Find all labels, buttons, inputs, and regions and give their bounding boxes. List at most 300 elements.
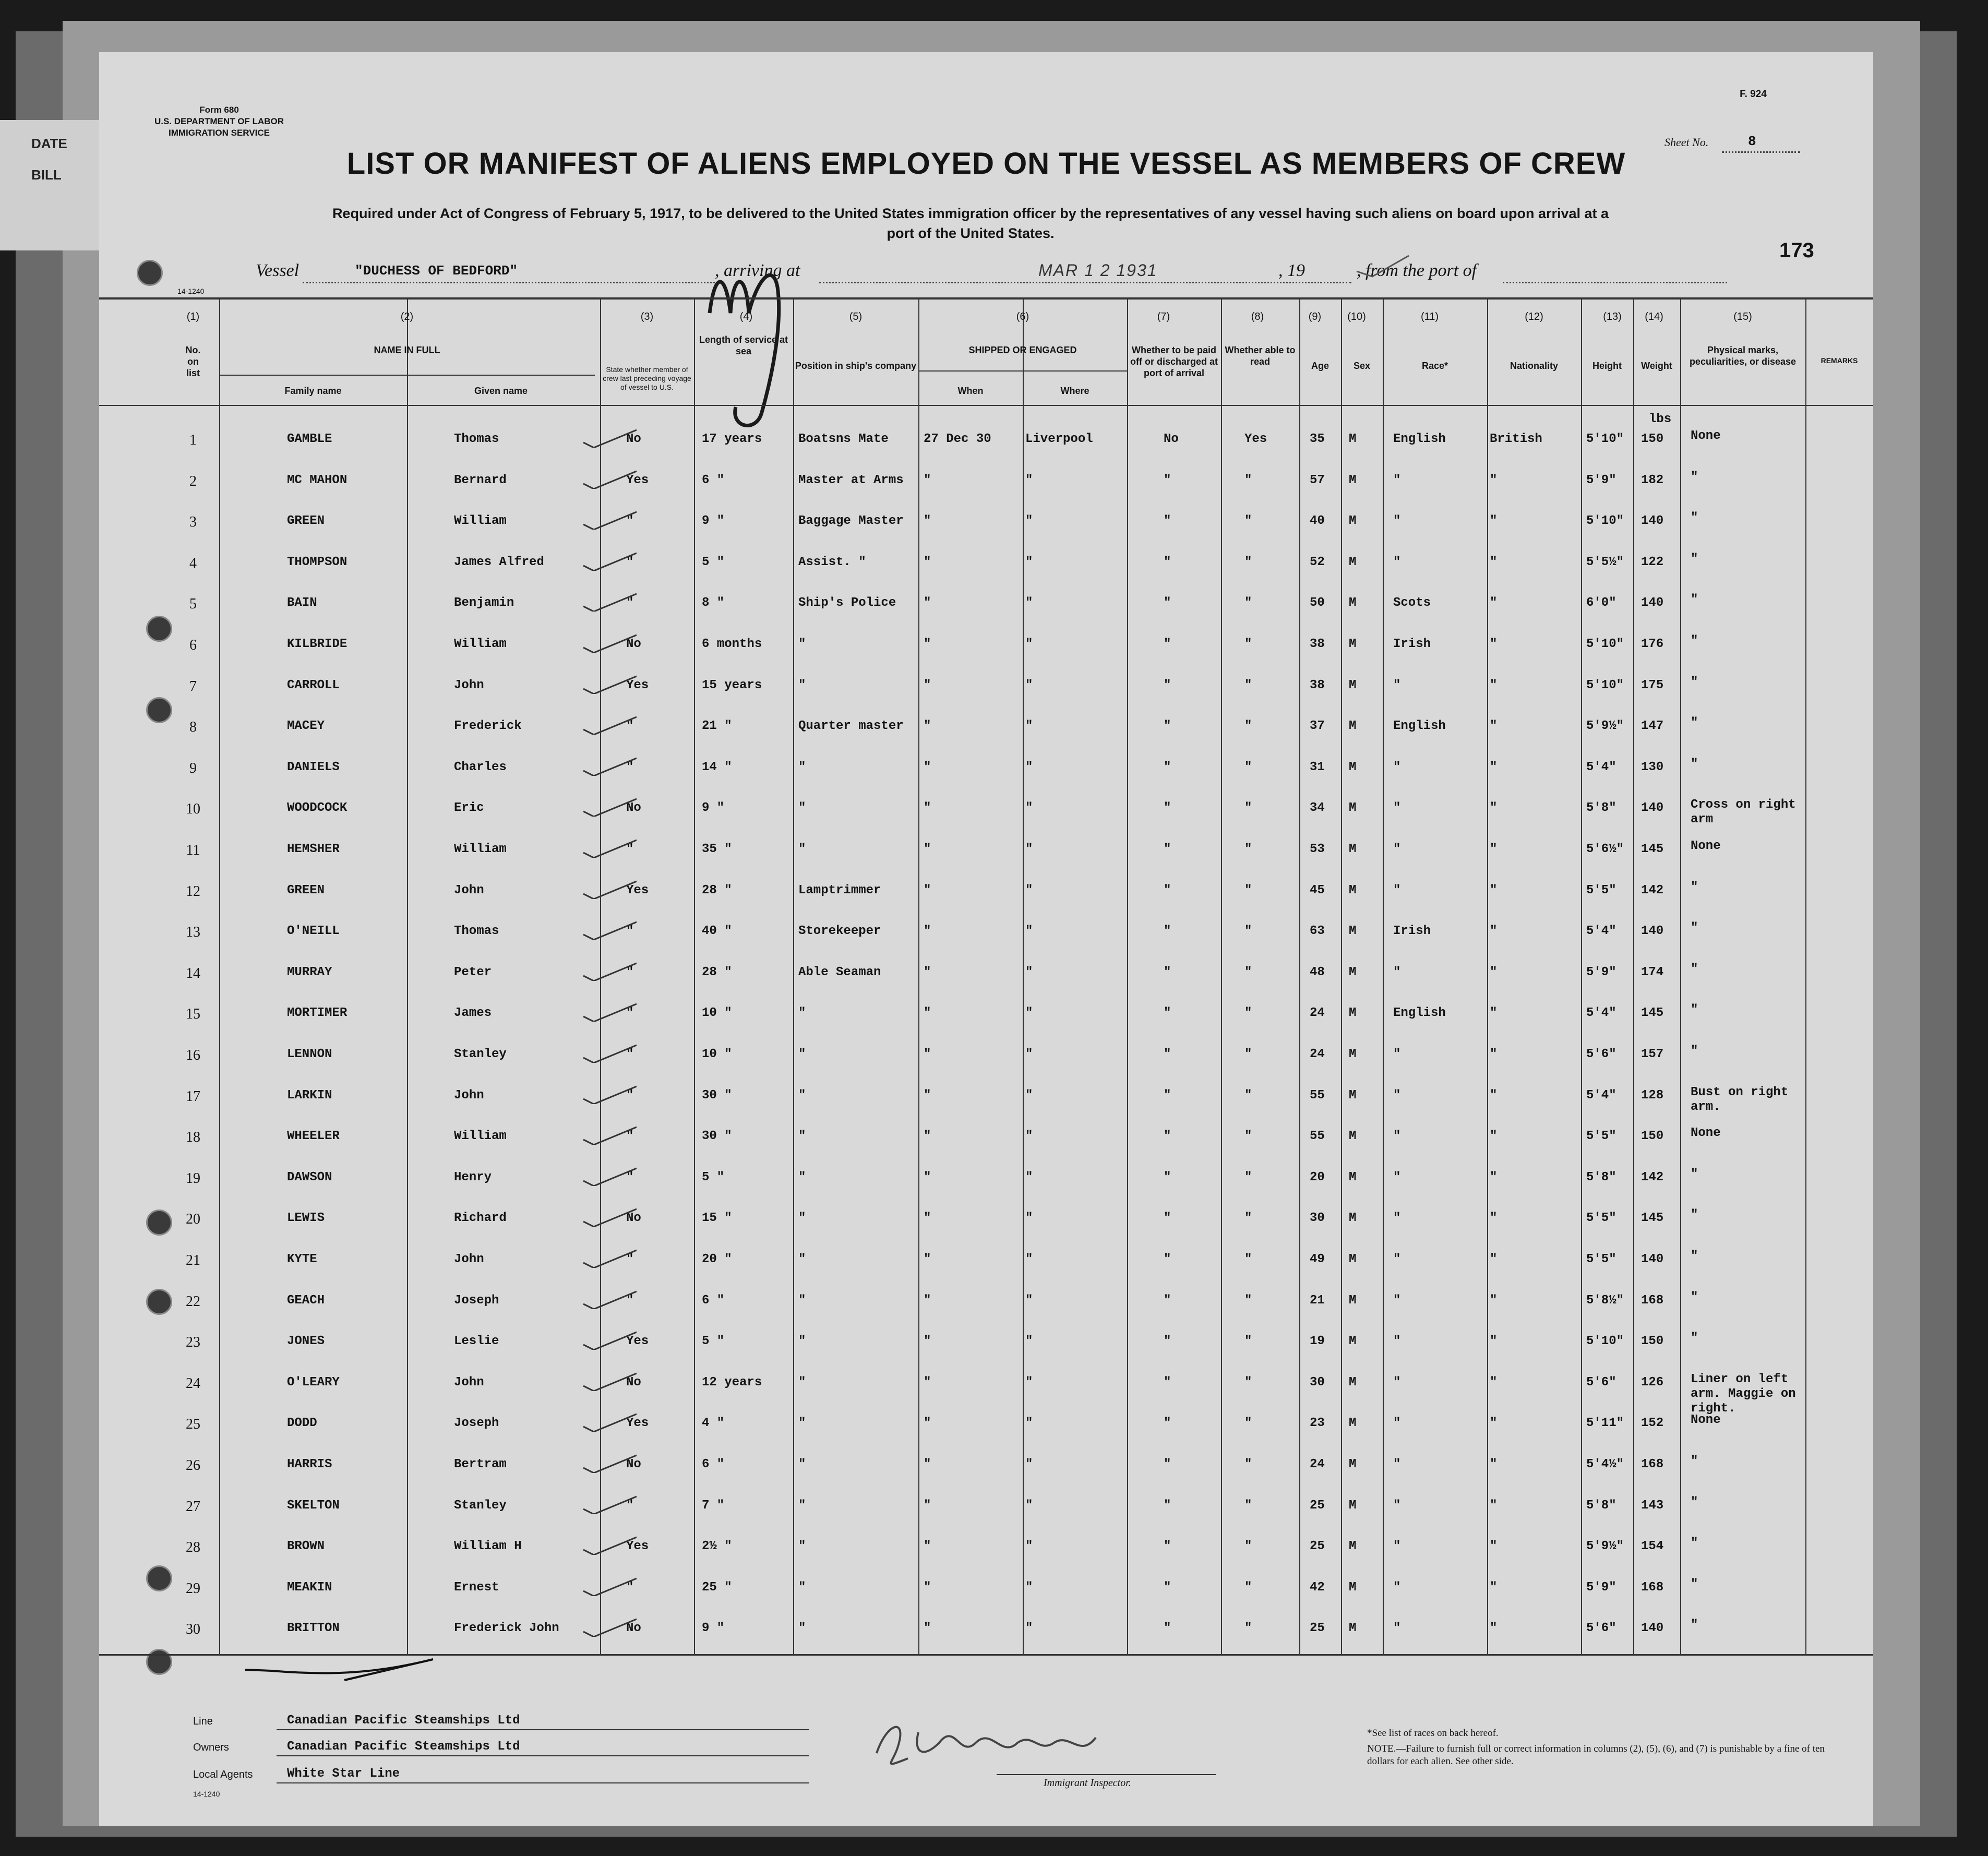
cell-age: 57	[1310, 473, 1325, 487]
cell-shipped-when: "	[924, 1170, 931, 1184]
column-rule	[1221, 300, 1222, 1654]
cell-height: 5'5"	[1586, 883, 1616, 897]
cell-shipped-where: "	[1025, 883, 1033, 897]
cell-age: 35	[1310, 432, 1325, 446]
check-mark	[579, 427, 637, 448]
cell-row-number: 22	[186, 1293, 200, 1310]
cell-age: 23	[1310, 1416, 1325, 1431]
cell-race: "	[1393, 1375, 1401, 1390]
pencil-tick-mark	[1351, 250, 1414, 282]
cell-weight: 174	[1641, 965, 1664, 979]
cell-given-name: Bernard	[454, 473, 507, 487]
cell-race: "	[1393, 842, 1401, 856]
cell-shipped-when: "	[924, 1539, 931, 1554]
header-where: Where	[1060, 386, 1089, 396]
cell-shipped-where: "	[1025, 801, 1033, 816]
check-mark	[579, 1042, 637, 1063]
cell-length-of-service: 14 "	[702, 760, 732, 774]
cell-given-name: Bertram	[454, 1457, 507, 1471]
cell-sex: M	[1349, 1375, 1357, 1390]
col-num-4: (4)	[739, 311, 753, 322]
cell-paid-off: "	[1164, 637, 1171, 651]
col-num-7: (7)	[1157, 311, 1170, 322]
col-num-9: (9)	[1308, 311, 1322, 322]
check-mark	[579, 755, 637, 776]
cell-weight: 175	[1641, 678, 1664, 692]
cell-previous-voyage: "	[626, 719, 634, 734]
header-nationality: Nationality	[1510, 361, 1558, 371]
cell-sex: M	[1349, 473, 1357, 487]
cell-height: 5'6"	[1586, 1375, 1616, 1390]
cell-sex: M	[1349, 637, 1357, 651]
check-mark	[579, 837, 637, 858]
cell-row-number: 4	[189, 555, 197, 571]
column-rule	[1805, 300, 1806, 1654]
header-weight: Weight	[1641, 361, 1672, 371]
punch-hole	[146, 1565, 172, 1591]
cell-given-name: John	[454, 883, 484, 897]
cell-race: "	[1393, 1170, 1401, 1184]
cell-given-name: Stanley	[454, 1498, 507, 1513]
name-subrule	[219, 375, 595, 376]
cell-ship-position: "	[798, 1457, 806, 1471]
cell-family-name: GREEN	[287, 514, 325, 529]
cell-sex: M	[1349, 924, 1357, 939]
cell-length-of-service: 20 "	[702, 1252, 732, 1266]
footer-owners-rule	[277, 1755, 809, 1756]
sheet-label: Sheet No.	[1664, 136, 1709, 149]
cell-age: 63	[1310, 924, 1325, 939]
cell-family-name: GEACH	[287, 1293, 325, 1308]
cell-given-name: Stanley	[454, 1047, 507, 1061]
cell-nationality: "	[1490, 1621, 1498, 1636]
col-num-15: (15)	[1733, 311, 1752, 322]
cell-previous-voyage: No	[626, 432, 641, 446]
header-paid-off: Whether to be paid off or discharged at port of arrival	[1130, 345, 1218, 378]
cell-row-number: 25	[186, 1416, 200, 1433]
cell-given-name: Eric	[454, 801, 484, 816]
cell-height: 5'5½"	[1586, 555, 1624, 569]
cell-physical-marks: "	[1691, 552, 1698, 566]
year-label: , 19	[1278, 261, 1305, 280]
form-code: F. 924	[1740, 89, 1767, 100]
cell-given-name: William	[454, 842, 507, 856]
cell-able-to-read: "	[1244, 842, 1252, 856]
cell-race: "	[1393, 1047, 1401, 1061]
check-mark	[579, 1493, 637, 1514]
cell-row-number: 9	[189, 760, 197, 776]
cell-shipped-where: "	[1025, 1580, 1033, 1595]
cell-physical-marks: "	[1691, 634, 1698, 648]
cell-able-to-read: "	[1244, 719, 1252, 734]
cell-given-name: Leslie	[454, 1334, 499, 1349]
cell-race: "	[1393, 1416, 1401, 1431]
cell-weight: 143	[1641, 1498, 1664, 1513]
cell-race: "	[1393, 1539, 1401, 1554]
cell-age: 25	[1310, 1621, 1325, 1636]
cell-race: "	[1393, 514, 1401, 529]
cell-able-to-read: "	[1244, 1621, 1252, 1636]
cell-paid-off: "	[1164, 596, 1171, 610]
cell-length-of-service: 30 "	[702, 1129, 732, 1144]
cell-sex: M	[1349, 1621, 1357, 1636]
cell-family-name: WOODCOCK	[287, 801, 348, 816]
cell-height: 5'4½"	[1586, 1457, 1624, 1471]
cell-sex: M	[1349, 1334, 1357, 1349]
column-rule	[793, 300, 794, 1654]
cell-height: 5'8"	[1586, 1498, 1616, 1513]
cell-weight: 176	[1641, 637, 1664, 651]
cell-race: "	[1393, 678, 1401, 692]
cell-previous-voyage: "	[626, 965, 634, 979]
cell-shipped-when: "	[924, 1457, 931, 1471]
cell-shipped-where: Liverpool	[1025, 432, 1093, 446]
cell-length-of-service: 25 "	[702, 1580, 732, 1595]
check-mark	[579, 1288, 637, 1309]
cell-family-name: KILBRIDE	[287, 637, 348, 651]
cell-ship-position: Lamptrimmer	[798, 883, 881, 897]
cell-nationality: "	[1490, 514, 1498, 529]
cell-ship-position: "	[798, 1252, 806, 1266]
cell-ship-position: "	[798, 1334, 806, 1349]
cell-family-name: BAIN	[287, 596, 317, 610]
cell-previous-voyage: "	[626, 555, 634, 569]
left-tab-date: DATE	[31, 136, 67, 151]
cell-age: 42	[1310, 1580, 1325, 1595]
check-mark	[579, 960, 637, 981]
cell-family-name: O'LEARY	[287, 1375, 340, 1390]
cell-height: 6'0"	[1586, 596, 1616, 610]
header-no-on-list: No. on list	[185, 345, 201, 378]
cell-sex: M	[1349, 801, 1357, 816]
vessel-label: Vessel	[256, 261, 300, 280]
cell-age: 55	[1310, 1088, 1325, 1103]
footer-owners-label: Owners	[193, 1742, 229, 1753]
cell-shipped-when: "	[924, 514, 931, 529]
cell-race: "	[1393, 1088, 1401, 1103]
cell-age: 49	[1310, 1252, 1325, 1266]
cell-shipped-where: "	[1025, 1416, 1033, 1431]
cell-ship-position: Baggage Master	[798, 514, 904, 529]
cell-height: 5'5"	[1586, 1211, 1616, 1226]
cell-previous-voyage: "	[626, 924, 634, 939]
cell-age: 30	[1310, 1375, 1325, 1390]
cell-family-name: GAMBLE	[287, 432, 332, 446]
cell-able-to-read: "	[1244, 637, 1252, 651]
cell-shipped-when: "	[924, 965, 931, 979]
cell-age: 55	[1310, 1129, 1325, 1144]
cell-shipped-where: "	[1025, 1129, 1033, 1144]
footer-agents-value: White Star Line	[287, 1767, 400, 1781]
cell-shipped-where: "	[1025, 1047, 1033, 1061]
cell-shipped-where: "	[1025, 719, 1033, 734]
cell-given-name: William	[454, 1129, 507, 1144]
cell-ship-position: "	[798, 637, 806, 651]
cell-shipped-when: "	[924, 1047, 931, 1061]
cell-ship-position: Assist. "	[798, 555, 866, 569]
cell-shipped-where: "	[1025, 842, 1033, 856]
cell-ship-position: "	[798, 1088, 806, 1103]
cell-nationality: "	[1490, 924, 1498, 939]
cell-weight: 150	[1641, 1129, 1664, 1144]
penalty-note: NOTE.—Failure to furnish full or correct information in columns (2), (5), (6), and (7) is punishable by a fine of ten dollars for each alien. See other side.	[1367, 1743, 1825, 1767]
cell-previous-voyage: Yes	[626, 1539, 649, 1554]
cell-row-number: 13	[186, 924, 200, 941]
cell-sex: M	[1349, 1539, 1357, 1554]
header-remarks: REMARKS	[1821, 356, 1858, 365]
cell-nationality: "	[1490, 678, 1498, 692]
cell-row-number: 7	[189, 678, 197, 694]
col-num-10: (10)	[1347, 311, 1366, 322]
cell-age: 38	[1310, 678, 1325, 692]
cell-race: "	[1393, 801, 1401, 816]
cell-sex: M	[1349, 1293, 1357, 1308]
cell-previous-voyage: No	[626, 1211, 641, 1226]
cell-previous-voyage: "	[626, 1129, 634, 1144]
cell-length-of-service: 6 "	[702, 1293, 725, 1308]
cell-nationality: "	[1490, 1375, 1498, 1390]
cell-shipped-when: "	[924, 1088, 931, 1103]
cell-shipped-where: "	[1025, 637, 1033, 651]
cell-ship-position: "	[798, 1539, 806, 1554]
column-rule	[219, 300, 220, 1654]
cell-shipped-when: "	[924, 1129, 931, 1144]
cell-height: 5'10"	[1586, 678, 1624, 692]
cell-age: 24	[1310, 1047, 1325, 1061]
cell-nationality: "	[1490, 1252, 1498, 1266]
cell-previous-voyage: "	[626, 1088, 634, 1103]
cell-ship-position: "	[798, 1047, 806, 1061]
cell-family-name: THOMPSON	[287, 555, 348, 569]
cell-height: 5'8"	[1586, 801, 1616, 816]
cell-length-of-service: 6 "	[702, 473, 725, 487]
cell-race: "	[1393, 760, 1401, 774]
cell-shipped-when: "	[924, 1416, 931, 1431]
cell-able-to-read: "	[1244, 473, 1252, 487]
cell-family-name: WHEELER	[287, 1129, 340, 1144]
check-mark	[579, 673, 637, 694]
column-rule	[1341, 300, 1342, 1654]
cell-able-to-read: "	[1244, 760, 1252, 774]
cell-nationality: "	[1490, 1170, 1498, 1184]
cell-sex: M	[1349, 596, 1357, 610]
cell-shipped-when: "	[924, 1293, 931, 1308]
cell-previous-voyage: No	[626, 1457, 641, 1471]
footer-agents-label: Local Agents	[193, 1769, 253, 1780]
check-mark	[579, 509, 637, 530]
cell-weight: 147	[1641, 719, 1664, 734]
cell-given-name: John	[454, 1088, 484, 1103]
cell-height: 5'4"	[1586, 1006, 1616, 1021]
cell-given-name: Thomas	[454, 432, 499, 446]
cell-race: "	[1393, 1293, 1401, 1308]
cell-row-number: 17	[186, 1088, 200, 1105]
cell-shipped-where: "	[1025, 1334, 1033, 1349]
cell-row-number: 30	[186, 1621, 200, 1638]
left-tab-bill: BILL	[31, 167, 62, 183]
cell-physical-marks: "	[1691, 1618, 1698, 1633]
cell-physical-marks: "	[1691, 511, 1698, 525]
cell-length-of-service: 5 "	[702, 1170, 725, 1184]
footer-line-value: Canadian Pacific Steamships Ltd	[287, 1714, 520, 1728]
cell-weight: 182	[1641, 473, 1664, 487]
cell-paid-off: "	[1164, 883, 1171, 897]
cell-weight: 150	[1641, 1334, 1664, 1349]
cell-ship-position: "	[798, 801, 806, 816]
cell-given-name: James Alfred	[454, 555, 544, 569]
cell-shipped-where: "	[1025, 1293, 1033, 1308]
cell-ship-position: "	[798, 1498, 806, 1513]
col-num-13: (13)	[1603, 311, 1622, 322]
check-mark	[579, 591, 637, 612]
cell-row-number: 2	[189, 473, 197, 489]
cell-sex: M	[1349, 1580, 1357, 1595]
cell-sex: M	[1349, 1170, 1357, 1184]
cell-given-name: Joseph	[454, 1416, 499, 1431]
cell-previous-voyage: "	[626, 1047, 634, 1061]
cell-paid-off: "	[1164, 965, 1171, 979]
cell-weight: 140	[1641, 924, 1664, 939]
cell-able-to-read: "	[1244, 514, 1252, 529]
cell-ship-position: Storekeeper	[798, 924, 881, 939]
column-rule	[1023, 300, 1024, 1654]
cell-race: "	[1393, 1129, 1401, 1144]
cell-age: 34	[1310, 801, 1325, 816]
cell-height: 5'10"	[1586, 637, 1624, 651]
cell-family-name: MEAKIN	[287, 1580, 332, 1595]
check-mark	[579, 632, 637, 653]
cell-physical-marks: "	[1691, 593, 1698, 607]
cell-weight: 168	[1641, 1293, 1664, 1308]
left-tab-strip	[0, 120, 99, 250]
cell-shipped-where: "	[1025, 596, 1033, 610]
cell-able-to-read: "	[1244, 1334, 1252, 1349]
cell-able-to-read: "	[1244, 1375, 1252, 1390]
cell-able-to-read: "	[1244, 678, 1252, 692]
cell-weight: 140	[1641, 1252, 1664, 1266]
cell-nationality: "	[1490, 760, 1498, 774]
cell-weight: 145	[1641, 1006, 1664, 1021]
cell-paid-off: "	[1164, 1047, 1171, 1061]
cell-sex: M	[1349, 1088, 1357, 1103]
cell-shipped-when: "	[924, 1375, 931, 1390]
cell-race: "	[1393, 555, 1401, 569]
header-previous-voyage: State whether member of crew last preceding voyage of vessel to U.S.	[603, 365, 691, 391]
check-mark	[579, 796, 637, 817]
cell-ship-position: Able Seaman	[798, 965, 881, 979]
cell-nationality: "	[1490, 555, 1498, 569]
cell-previous-voyage: Yes	[626, 883, 649, 897]
cell-height: 5'6"	[1586, 1047, 1616, 1061]
cell-length-of-service: 10 "	[702, 1047, 732, 1061]
check-mark	[579, 550, 637, 571]
cell-nationality: "	[1490, 1457, 1498, 1471]
inspector-label: Immigrant Inspector.	[1044, 1777, 1131, 1789]
cell-length-of-service: 9 "	[702, 514, 725, 529]
cell-able-to-read: Yes	[1244, 432, 1267, 446]
cell-nationality: "	[1490, 1539, 1498, 1554]
cell-weight: 154	[1641, 1539, 1664, 1554]
cell-paid-off: "	[1164, 1129, 1171, 1144]
cell-physical-marks: "	[1691, 1536, 1698, 1551]
cell-row-number: 6	[189, 637, 197, 653]
cell-row-number: 20	[186, 1211, 200, 1228]
cell-weight: 168	[1641, 1457, 1664, 1471]
cell-sex: M	[1349, 1498, 1357, 1513]
cell-ship-position: "	[798, 1129, 806, 1144]
cell-weight: 157	[1641, 1047, 1664, 1061]
cell-race: "	[1393, 1457, 1401, 1471]
punch-hole	[146, 1649, 172, 1675]
cell-paid-off: "	[1164, 514, 1171, 529]
cell-family-name: MURRAY	[287, 965, 332, 979]
manifest-page	[99, 52, 1873, 1826]
cell-weight: 140	[1641, 514, 1664, 529]
cell-shipped-when: "	[924, 924, 931, 939]
cell-sex: M	[1349, 719, 1357, 734]
year-line	[1320, 266, 1351, 283]
cell-ship-position: Quarter master	[798, 719, 904, 734]
cell-physical-marks: "	[1691, 1290, 1698, 1304]
punch-hole	[137, 260, 163, 286]
column-rule	[1633, 300, 1634, 1654]
cell-weight: 142	[1641, 1170, 1664, 1184]
cell-shipped-where: "	[1025, 1211, 1033, 1226]
cell-given-name: William	[454, 637, 507, 651]
cell-sex: M	[1349, 1252, 1357, 1266]
header-able-to-read: Whether able to read	[1225, 345, 1296, 367]
cell-paid-off: "	[1164, 924, 1171, 939]
cell-sex: M	[1349, 1006, 1357, 1021]
cell-physical-marks: "	[1691, 470, 1698, 484]
cell-shipped-when: "	[924, 1498, 931, 1513]
cell-height: 5'10"	[1586, 432, 1624, 446]
cell-able-to-read: "	[1244, 1047, 1252, 1061]
footer-line-label: Line	[193, 1716, 213, 1727]
cell-paid-off: "	[1164, 760, 1171, 774]
header-length-of-service: Length of service at sea	[699, 334, 788, 356]
cell-sex: M	[1349, 842, 1357, 856]
cell-given-name: Joseph	[454, 1293, 499, 1308]
cell-physical-marks: None	[1691, 429, 1721, 443]
header-family-name: Family name	[284, 386, 342, 396]
cell-family-name: KYTE	[287, 1252, 317, 1266]
cell-race: Scots	[1393, 596, 1431, 610]
cell-height: 5'11"	[1586, 1416, 1624, 1431]
cell-height: 5'5"	[1586, 1252, 1616, 1266]
arrival-date-stamp: MAR 1 2 1931	[1038, 261, 1158, 280]
cell-row-number: 29	[186, 1580, 200, 1597]
cell-weight: 140	[1641, 801, 1664, 816]
check-mark	[579, 714, 637, 735]
cell-given-name: Thomas	[454, 924, 499, 939]
cell-previous-voyage: No	[626, 1375, 641, 1390]
header-name-in-full: NAME IN FULL	[374, 345, 440, 355]
cell-length-of-service: 15 years	[702, 678, 762, 692]
cell-shipped-where: "	[1025, 1621, 1033, 1636]
cell-nationality: "	[1490, 1416, 1498, 1431]
cell-shipped-where: "	[1025, 473, 1033, 487]
cell-row-number: 21	[186, 1252, 200, 1268]
cell-previous-voyage: "	[626, 514, 634, 529]
cell-able-to-read: "	[1244, 1416, 1252, 1431]
cell-sex: M	[1349, 555, 1357, 569]
cell-physical-marks: "	[1691, 1003, 1698, 1017]
cell-previous-voyage: "	[626, 1170, 634, 1184]
cell-weight: 130	[1641, 760, 1664, 774]
cell-length-of-service: 28 "	[702, 883, 732, 897]
column-rule	[1383, 300, 1384, 1654]
